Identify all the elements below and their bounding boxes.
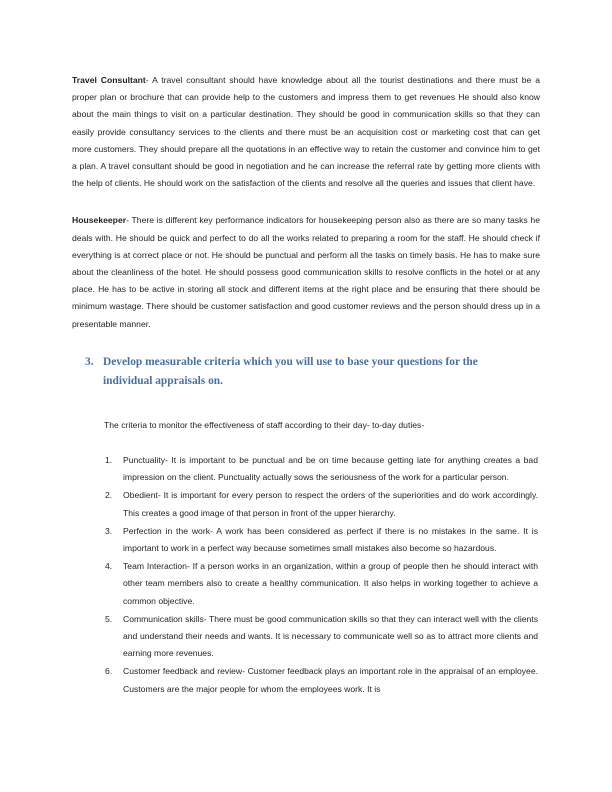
list-item bbox=[72, 558, 540, 610]
list-item bbox=[72, 487, 540, 521]
section-heading bbox=[72, 353, 540, 391]
list-item bbox=[72, 663, 540, 697]
list-item-number: 3. bbox=[105, 525, 113, 536]
section-heading-number: 3. bbox=[85, 355, 94, 368]
list-item bbox=[72, 523, 540, 557]
list-item-number: 4. bbox=[105, 561, 113, 572]
list-item-text: Punctuality- It is important to be punctual and be on time because getting late for anything creates a bad impression on the client. Punctuality actually sows the seriousness of the work for a particular person. bbox=[123, 455, 538, 483]
list-item-text: Communication skills- There must be good communication skills so that they can interact well with the clients and understand their needs and wants. It is necessary to communicate well so as to attract more clients and earning more revenues. bbox=[123, 613, 538, 659]
list-item-number: 5. bbox=[105, 613, 113, 624]
paragraph-housekeeper bbox=[72, 212, 540, 332]
paragraph-lead-label: Travel Consultant bbox=[72, 75, 146, 85]
criteria-intro-line: The criteria to monitor the effectiveness of staff according to their day- to-day duties- bbox=[104, 419, 425, 430]
list-item-text: Customer feedback and review- Customer feedback plays an important role in the appraisal of an employee. Customers are the major people for whom the employees work. It is bbox=[123, 666, 538, 694]
paragraph-body-text: - There is different key performance indicators for housekeeping person also as there are so many tasks he deals with. He should be quick and perfect to do all the works related to preparing a room for the staff. He should check if everything is at correct place or not. He should be punctual and perform all the tasks on timely basis. He has to make sure about the cleanliness of the hotel. He should possess good communication skills to resolve conflicts in the hotel or at any place. He has to be active in storing all stock and different items at the right place and be ensuring that there should be minimum wastage. There should be customer satisfaction and good customer reviews and the person should dress up in a presentable manner. bbox=[72, 215, 540, 329]
list-item-text: Obedient- It is important for every person to respect the orders of the superiorities and do work accordingly. This creates a good image of that person in front of the upper hierarchy. bbox=[123, 490, 538, 518]
list-item-number: 6. bbox=[105, 666, 113, 677]
list-item-text: Perfection in the work- A work has been considered as perfect if there is no mistakes in the same. It is important to work in a perfect way because sometimes small mistakes also become so hazardous. bbox=[123, 525, 538, 554]
list-item-number: 1. bbox=[105, 455, 113, 466]
list-item-number: 2. bbox=[105, 490, 113, 501]
paragraph-body-text: - A travel consultant should have knowledge about all the tourist destinations and there must be a proper plan or brochure that can provide help to the customers and impress them to get revenues He should also know about the main things to visit on a particular destination. They should be good in communication skills so that they can easily provide consultancy services to the clients and there must be an acquisition cost or marketing cost that can get more customers. They should prepare all the quotations in an effective way to retain the customer and convince him to get a plan. A travel consultant should be good in negotiation and he can increase the referral rate by getting more clients with the help of clients. He should work on the satisfaction of the clients and resolve all the queries and issues that client have. bbox=[72, 75, 540, 189]
paragraph-travel-consultant bbox=[72, 72, 540, 192]
section-heading-text: Develop measurable criteria which you will use to base your questions for the individual appraisals on. bbox=[103, 355, 478, 387]
list-item bbox=[72, 611, 540, 663]
paragraph-lead-label: Housekeeper bbox=[72, 215, 127, 226]
list-item bbox=[72, 452, 540, 486]
criteria-list bbox=[72, 452, 540, 698]
list-item-text: Team Interaction- If a person works in an organization, within a group of people then he should interact with other team members also to create a healthy communication. It also helps in working together to achieve a common objective. bbox=[123, 561, 538, 606]
